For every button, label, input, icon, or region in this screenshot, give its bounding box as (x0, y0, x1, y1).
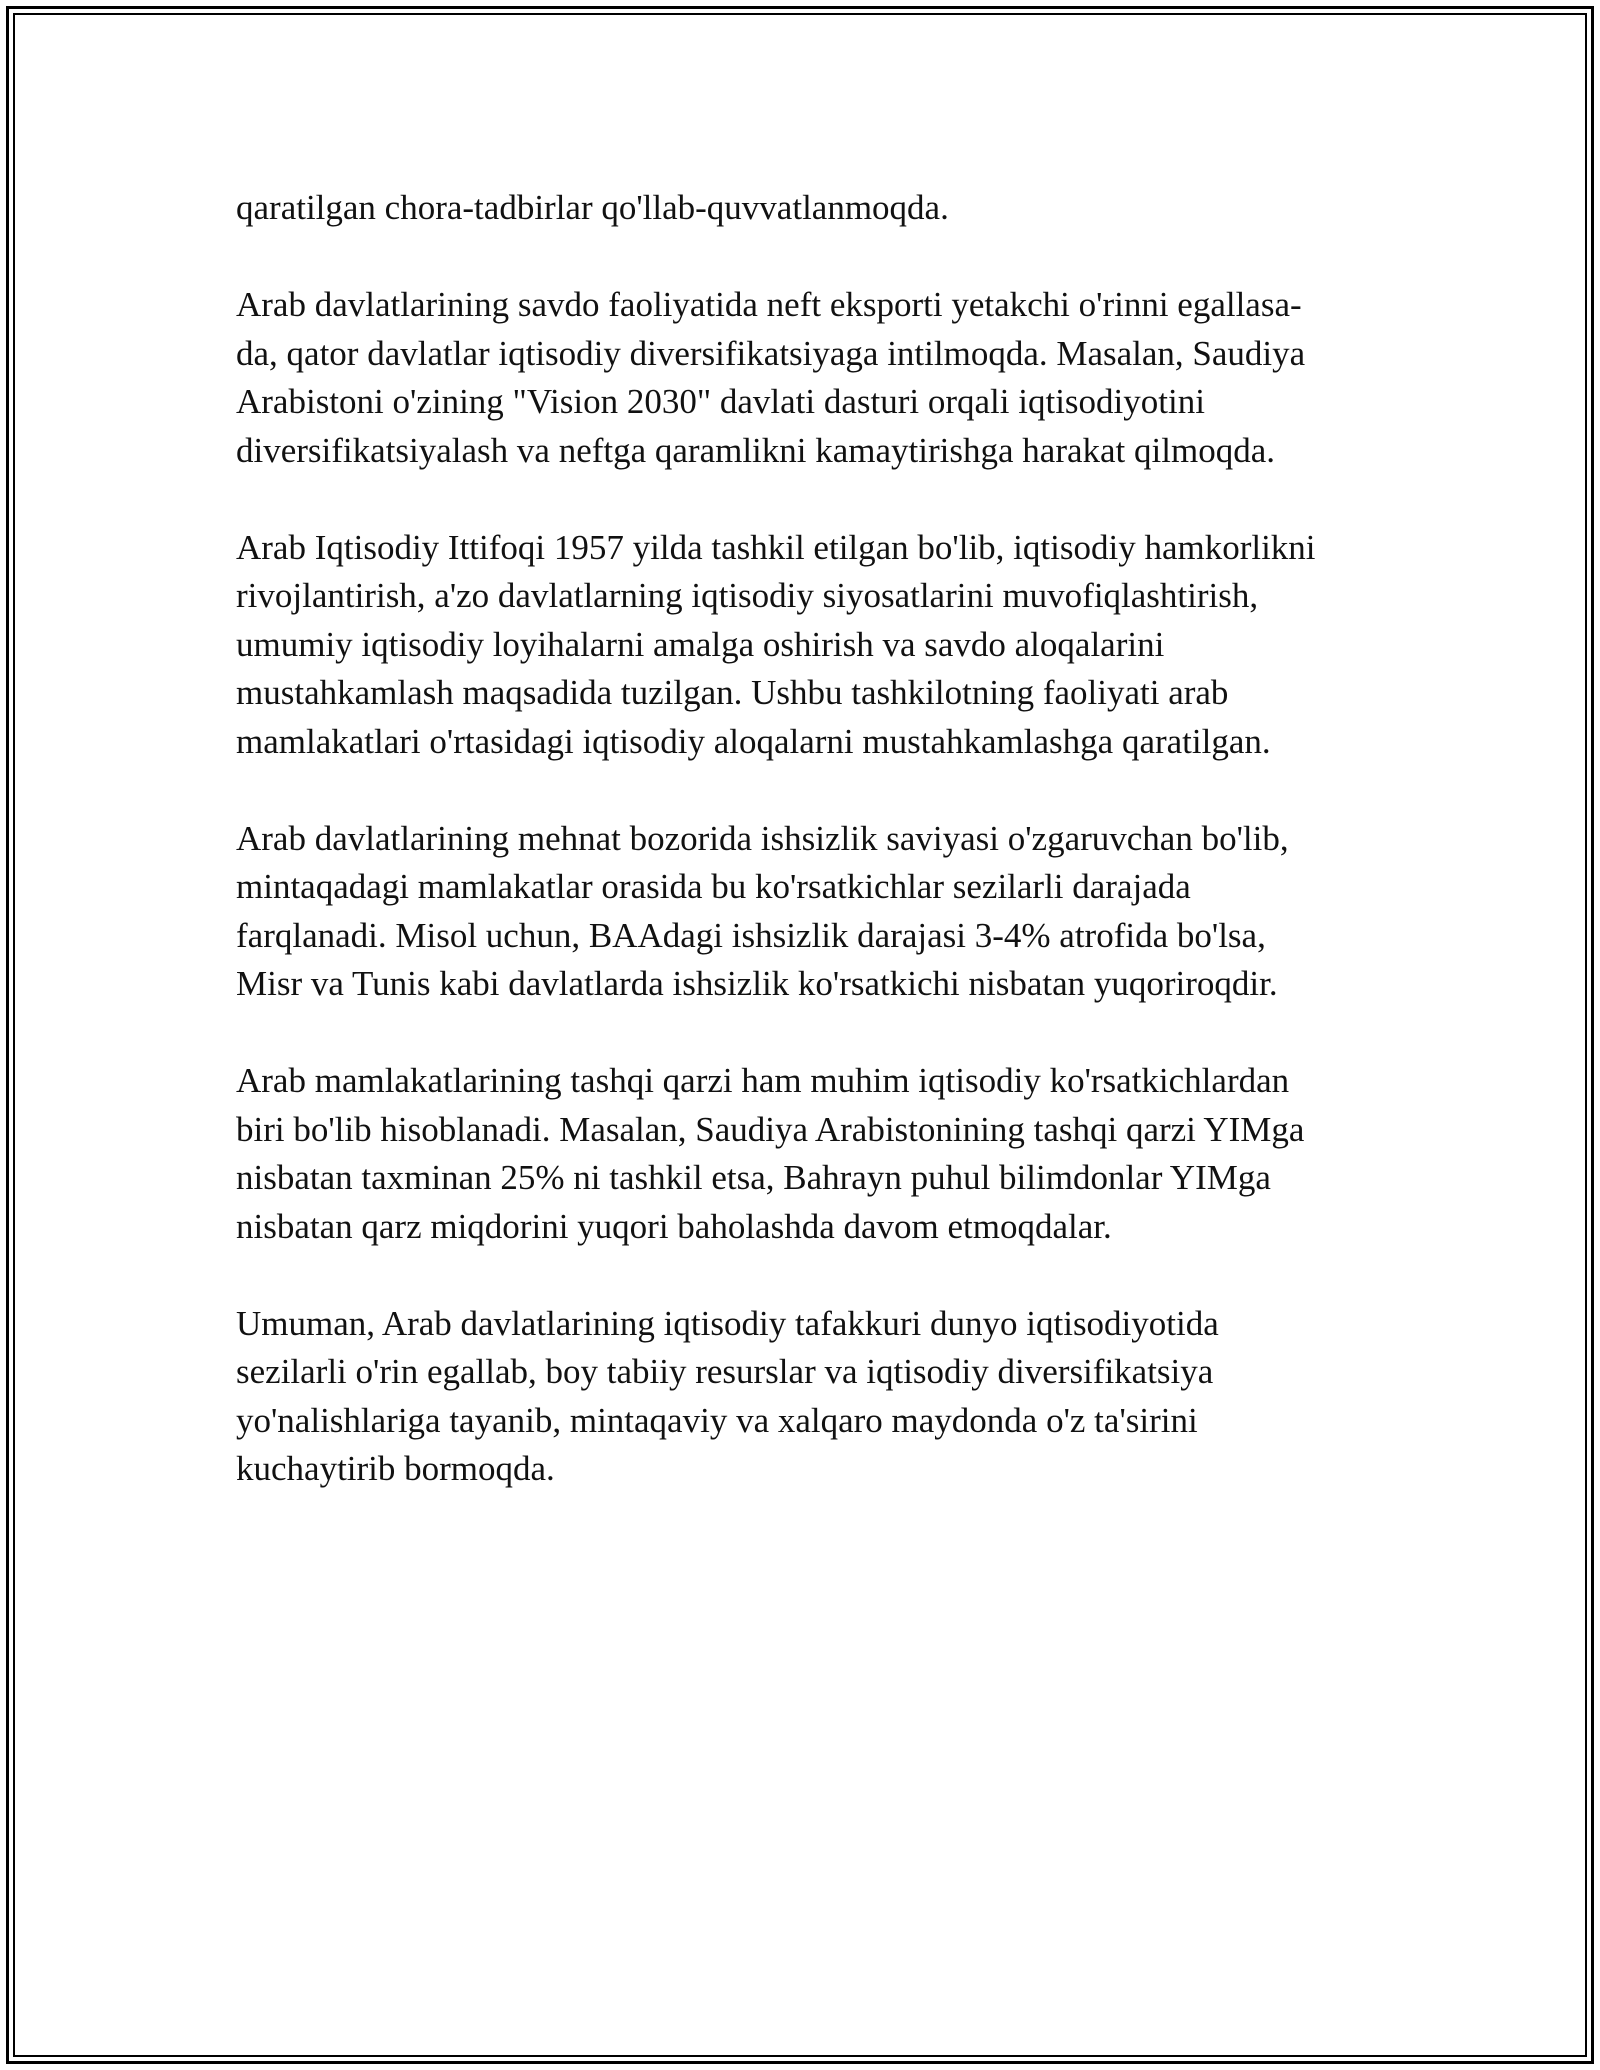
text-line: nisbatan taxminan 25% ni tashkil etsa, Bahrayn puhul bilimdonlar YIMga (236, 1158, 1271, 1197)
text-line: yo'nalishlariga tayanib, mintaqaviy va xalqaro maydonda o'z ta'sirini (236, 1400, 1198, 1440)
paragraph-5 (236, 1057, 1396, 1251)
text-line: mintaqadagi mamlakatlar orasida bu ko'rsatkichlar sezilarli darajada (236, 867, 1191, 906)
paragraph-3 (236, 524, 1396, 767)
text-line: da, qator davlatlar iqtisodiy diversifikatsiyaga intilmoqda. Masalan, Saudiya (236, 333, 1306, 373)
text-line: Arabistoni o'zining "Vision 2030" davlati dasturi orqali iqtisodiyotini (236, 382, 1205, 421)
text-line: nisbatan qarz miqdorini yuqori baholashda davom etmoqdalar. (236, 1206, 1112, 1246)
text-line: kuchaytirib bormoqda. (236, 1449, 555, 1488)
text-line: farqlanadi. Misol uchun, BAAdagi ishsizlik darajasi 3-4% atrofida bo'lsa, (236, 915, 1266, 955)
paragraph-2 (236, 281, 1396, 475)
text-line: Arab davlatlarining savdo faoliyatida neft eksporti yetakchi o'rinni egallasa- (236, 285, 1302, 324)
text-line: Arab davlatlarining mehnat bozorida ishsizlik saviyasi o'zgaruvchan bo'lib, (236, 818, 1289, 858)
document-body (236, 184, 1396, 1542)
text-line: biri bo'lib hisoblanadi. Masalan, Saudiya Arabistonining tashqi qarzi YIMga (236, 1109, 1305, 1149)
text-line: rivojlantirish, a'zo davlatlarning iqtisodiy siyosatlarini muvofiqlashtirish, (236, 576, 1259, 615)
text-line: mustahkamlash maqsadida tuzilgan. Ushbu tashkilotning faoliyati arab (236, 673, 1229, 712)
text-line: Misr va Tunis kabi davlatlarda ishsizlik ko'rsatkichi nisbatan yuqoriroqdir. (236, 964, 1278, 1003)
text-line: Umuman, Arab davlatlarining iqtisodiy tafakkuri dunyo iqtisodiyotida (236, 1303, 1219, 1343)
text-line: mamlakatlari o'rtasidagi iqtisodiy aloqalarni mustahkamlashga qaratilgan. (236, 721, 1271, 761)
text-line: sezilarli o'rin egallab, boy tabiiy resurslar va iqtisodiy diversifikatsiya (236, 1352, 1214, 1391)
paragraph-6 (236, 1300, 1396, 1494)
text-line: Arab mamlakatlarining tashqi qarzi ham muhim iqtisodiy ko'rsatkichlardan (236, 1061, 1290, 1100)
text-line: qaratilgan chora-tadbirlar qo'llab-quvvatlanmoqda. (236, 188, 949, 227)
paragraph-1 (236, 184, 1396, 233)
paragraph-4 (236, 815, 1396, 1009)
text-line: umumiy iqtisodiy loyihalarni amalga oshirish va savdo aloqalarini (236, 624, 1165, 664)
text-line: diversifikatsiyalash va neftga qaramlikni kamaytirishga harakat qilmoqda. (236, 430, 1275, 470)
text-line: Arab Iqtisodiy Ittifoqi 1957 yilda tashkil etilgan bo'lib, iqtisodiy hamkorlikni (236, 527, 1316, 567)
